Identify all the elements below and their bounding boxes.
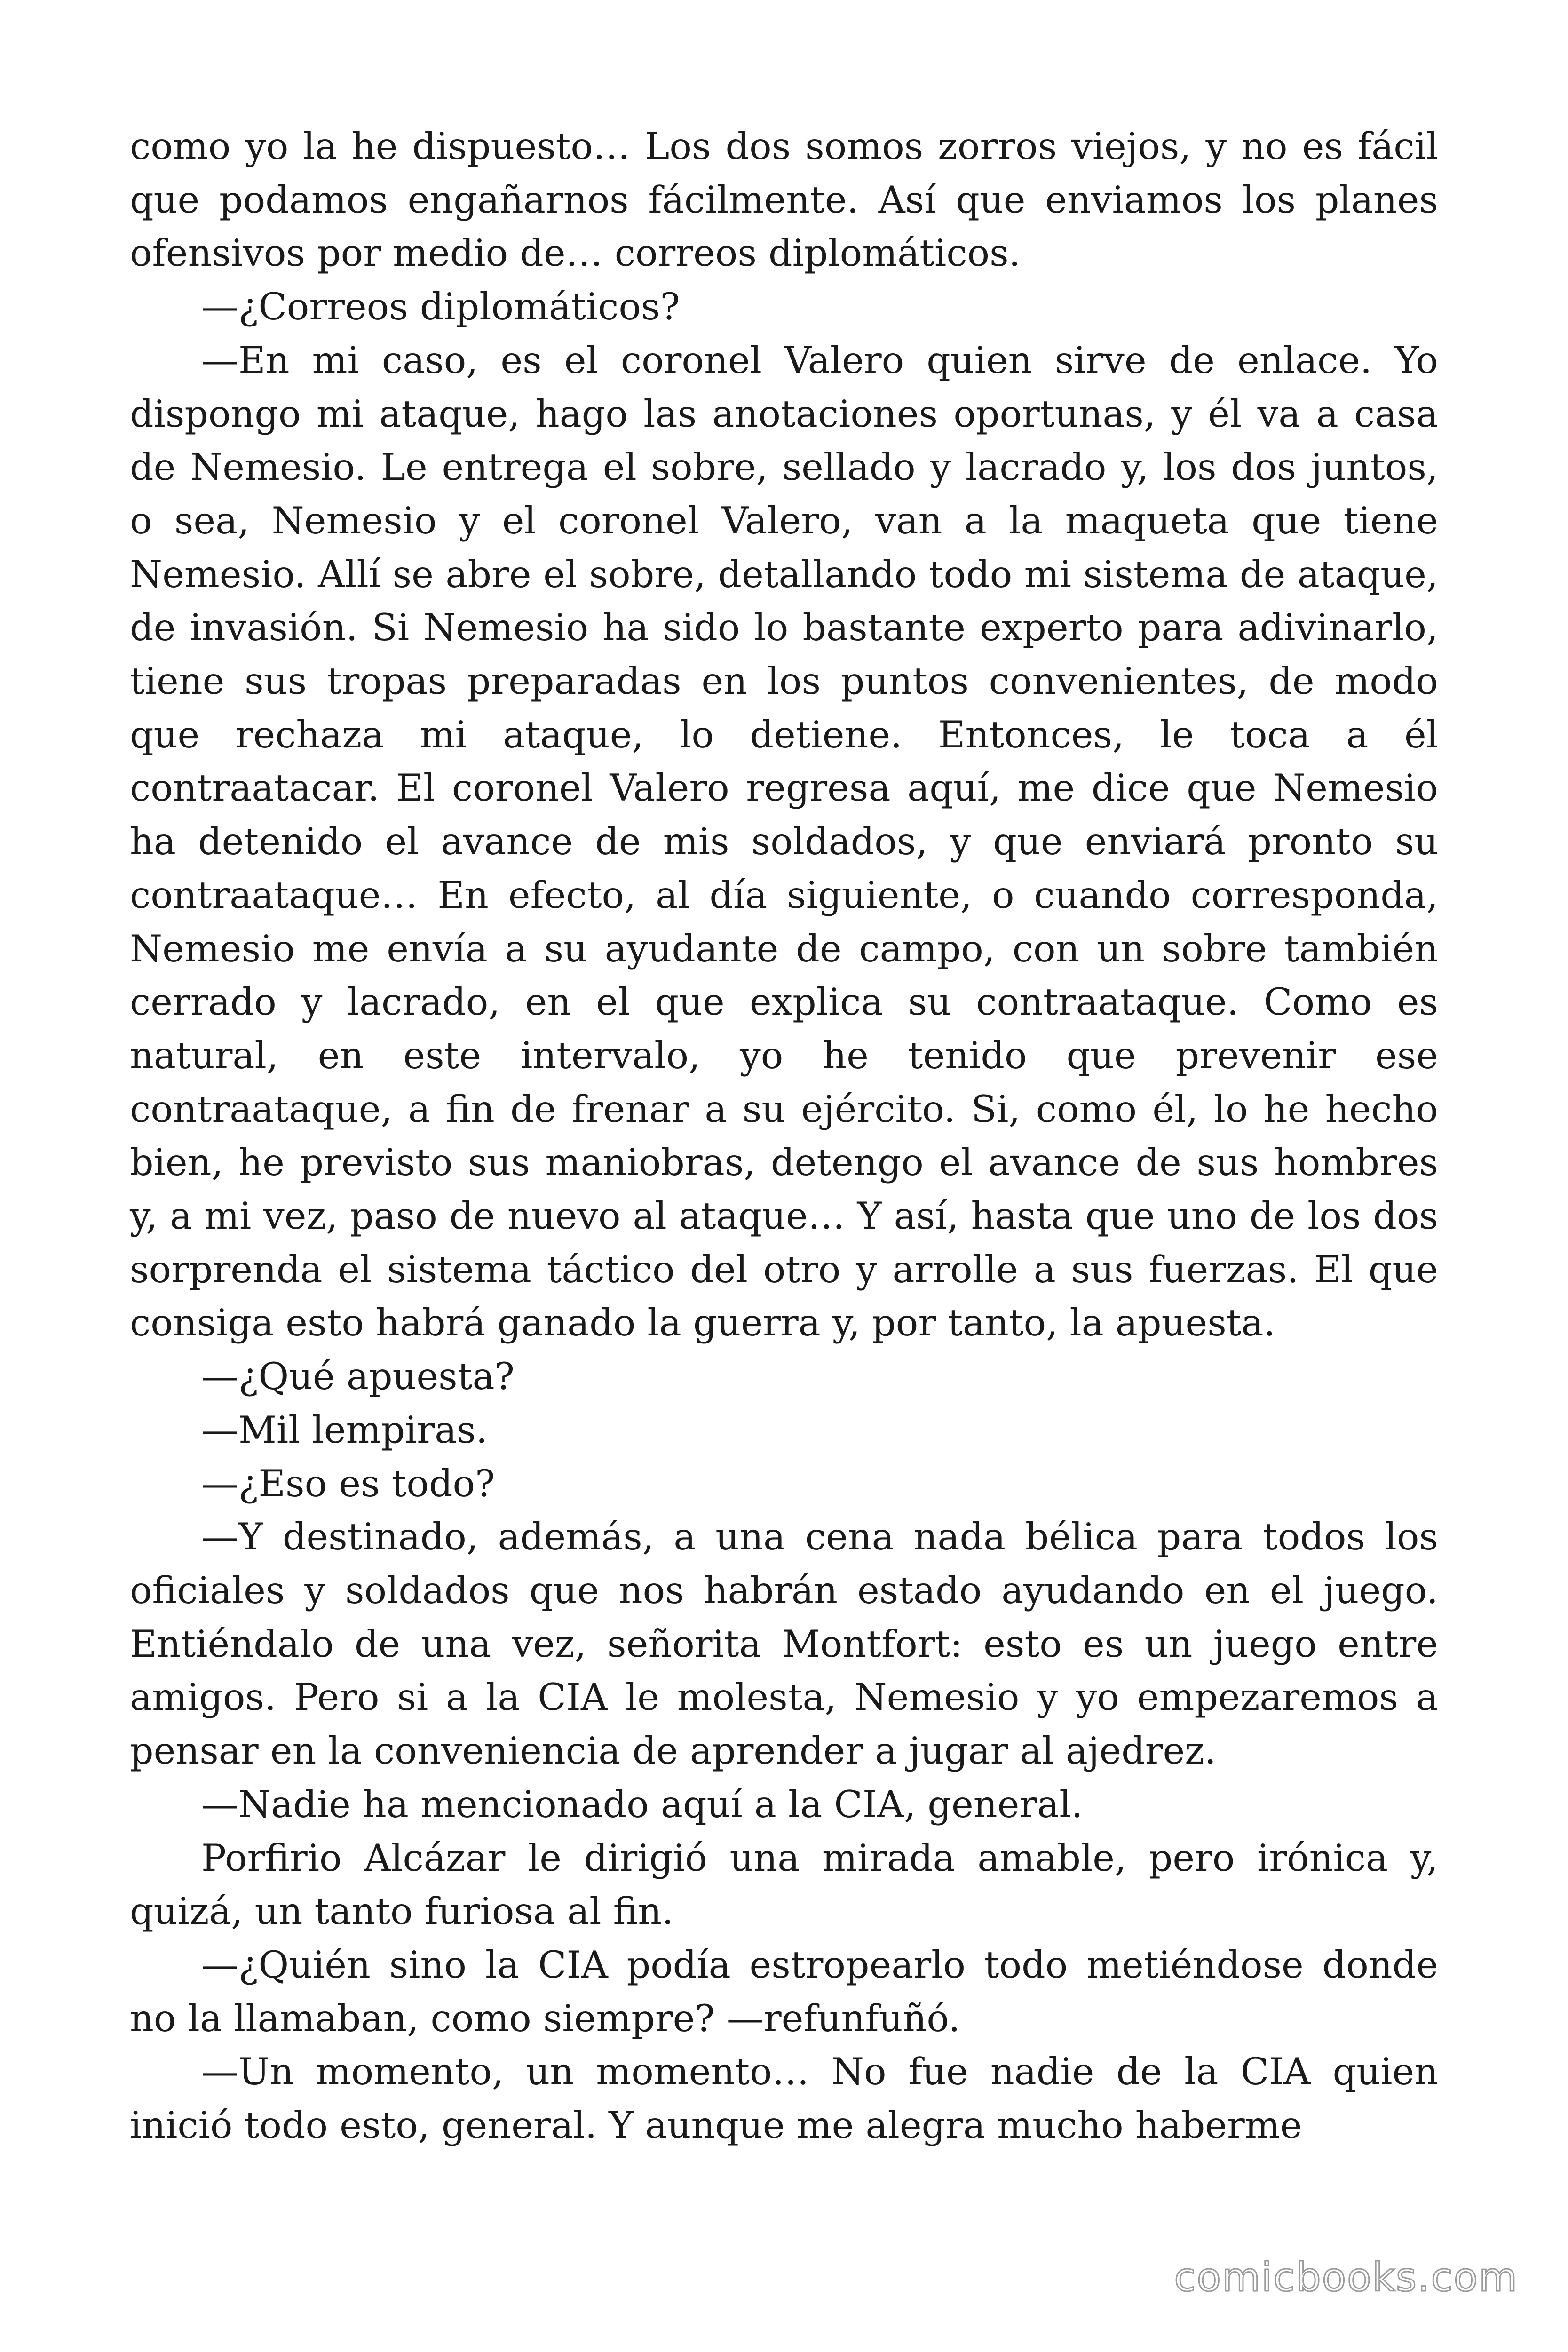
paragraph-10: —¿Quién sino la CIA podía estropearlo todo metiéndose donde no la llamaban, como siempre? —refunfuñó.	[130, 1943, 1438, 2040]
paragraph-3: —En mi caso, es el coronel Valero quien sirve de enlace. Yo dispongo mi ataque, hago las anotaciones oportunas, y él va a casa de Nemesio. Le entrega el sobre, sellado y lacrado y, los dos juntos, o sea, Nemesio y el coronel Valero, van a la maqueta que tiene Nemesio. Allí se abre el sobre, detallando todo mi sistema de ataque, de invasión. Si Nemesio ha sido lo bastante experto para adivinarlo, tiene sus tropas preparadas en los puntos convenientes, de modo que rechaza mi ataque, lo detiene. Entonces, le toca a él contraatacar. El coronel Valero regresa aquí, me dice que Nemesio ha detenido el avance de mis soldados, y que enviará pronto su contraataque… En efecto, al día siguiente, o cuando corresponda, Nemesio me envía a su ayudante de campo, con un sobre también cerrado y lacrado, en el que explica su contraataque. Como es natural, en este intervalo, yo he tenido que prevenir ese contraataque, a fin de frenar a su ejército. Si, como él, lo he hecho bien, he previsto sus maniobras, detengo el avance de sus hombres y, a mi vez, paso de nuevo al ataque… Y así, hasta que uno de los dos sorprenda el sistema táctico del otro y arrolle a sus fuerzas. El que consiga esto habrá ganado la guerra y, por tanto, la apuesta.	[130, 338, 1438, 1345]
paragraph-6: —¿Eso es todo?	[201, 1462, 495, 1505]
paragraph-11: —Un momento, un momento… No fue nadie de la CIA quien inició todo esto, general. Y aunque me alegra mucho haberme	[130, 2050, 1438, 2147]
paragraph-2: —¿Correos diplomáticos?	[201, 285, 680, 329]
watermark: comicbooks.com	[1174, 2254, 1518, 2300]
body-text	[130, 120, 1438, 2153]
paragraph-5: —Mil lempiras.	[201, 1408, 488, 1452]
paragraph-4: —¿Qué apuesta?	[201, 1355, 515, 1398]
paragraph-1: como yo la he dispuesto… Los dos somos zorros viejos, y no es fácil que podamos engañarnos fácilmente. Así que enviamos los planes ofensivos por medio de… correos diplomáticos.	[130, 125, 1438, 275]
paragraph-9: Porfirio Alcázar le dirigió una mirada amable, pero irónica y, quizá, un tanto furiosa al fin.	[130, 1836, 1438, 1933]
paragraph-8: —Nadie ha mencionado aquí a la CIA, general.	[201, 1782, 1083, 1826]
paragraph-7: —Y destinado, además, a una cena nada bélica para todos los oficiales y soldados que nos habrán estado ayudando en el juego. Entiéndalo de una vez, señorita Montfort: esto es un juego entre amigos. Pero si a la CIA le molesta, Nemesio y yo empezaremos a pensar en la conveniencia de aprender a jugar al ajedrez.	[130, 1515, 1438, 1773]
